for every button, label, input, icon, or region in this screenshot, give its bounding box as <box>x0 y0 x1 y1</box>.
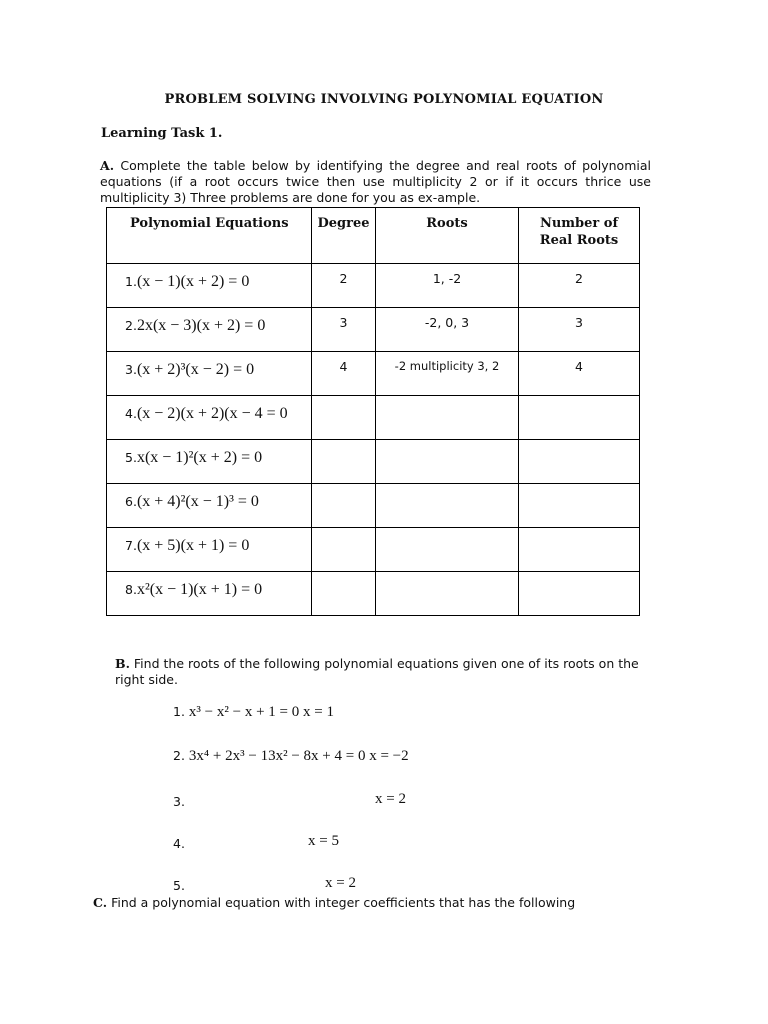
table-row <box>107 440 640 484</box>
degree-cell[interactable] <box>312 440 376 484</box>
real-roots-cell[interactable] <box>519 396 640 440</box>
table-row <box>107 264 640 308</box>
item-expression: x = 2 <box>375 791 406 807</box>
roots-cell: -2, 0, 3 <box>376 308 519 352</box>
real-roots-cell[interactable] <box>519 572 640 616</box>
roots-cell[interactable] <box>376 440 519 484</box>
row-number: 8. <box>125 582 137 597</box>
degree-cell[interactable] <box>312 572 376 616</box>
item-expression: x³ − x² − x + 1 = 0 x = 1 <box>188 704 334 720</box>
equation-cell <box>107 264 312 308</box>
section-b-text: Find the roots of the following polynomial equations given one of its roots on the right side. <box>115 656 639 687</box>
equation: (x − 1)(x + 2) = 0 <box>136 273 250 290</box>
table-row <box>107 352 640 396</box>
degree-cell[interactable] <box>312 396 376 440</box>
roots-cell[interactable] <box>376 484 519 528</box>
section-c-text: Find a polynomial equation with integer coefficients that has the following <box>111 895 576 910</box>
real-roots-cell[interactable] <box>519 528 640 572</box>
header-equations: Polynomial Equations <box>107 208 312 264</box>
row-number: 6. <box>125 494 137 509</box>
section-b-item <box>173 704 334 721</box>
equation-cell <box>107 440 312 484</box>
table-row <box>107 528 640 572</box>
item-number: 4. <box>173 836 185 851</box>
equation: (x + 2)³(x − 2) = 0 <box>136 361 255 378</box>
equation-cell <box>107 308 312 352</box>
equation-cell <box>107 352 312 396</box>
row-number: 7. <box>125 538 137 553</box>
table-header-row <box>107 208 640 264</box>
real-roots-cell: 3 <box>519 308 640 352</box>
roots-cell[interactable] <box>376 396 519 440</box>
equation: (x − 2)(x + 2)(x − 4 = 0 <box>136 405 288 422</box>
row-number: 1. <box>125 274 137 289</box>
header-real-roots-line2: Real Roots <box>539 233 619 248</box>
equation-cell <box>107 396 312 440</box>
degree-cell: 2 <box>312 264 376 308</box>
section-b-item <box>173 791 406 809</box>
section-a-label: A. <box>100 158 115 173</box>
polynomial-table <box>106 207 640 616</box>
item-expression: x = 5 <box>308 833 339 849</box>
section-b-item <box>173 748 409 765</box>
table-row <box>107 308 640 352</box>
header-degree: Degree <box>312 208 376 264</box>
section-b-instructions <box>115 656 651 688</box>
roots-cell: -2 multiplicity 3, 2 <box>376 352 519 396</box>
degree-cell: 3 <box>312 308 376 352</box>
row-number: 2. <box>125 318 137 333</box>
equation: x²(x − 1)(x + 1) = 0 <box>136 581 263 598</box>
real-roots-cell: 2 <box>519 264 640 308</box>
section-b-item <box>173 875 356 893</box>
section-a-instructions <box>100 158 651 206</box>
section-c-label: C. <box>93 895 108 910</box>
row-number: 3. <box>125 362 137 377</box>
section-a-text: Complete the table below by identifying the degree and real roots of polynomial equations (if a root occurs twice then use multiplicity 2 or if it occurs thrice use multiplicity 3) Three problems are done for you as ex-ample. <box>100 158 651 205</box>
item-number: 5. <box>173 878 185 893</box>
item-number: 3. <box>173 794 185 809</box>
page-title: PROBLEM SOLVING INVOLVING POLYNOMIAL EQUATION <box>164 92 604 107</box>
section-b-item <box>173 833 339 851</box>
degree-cell: 4 <box>312 352 376 396</box>
equation: (x + 4)²(x − 1)³ = 0 <box>136 493 259 510</box>
item-expression: 3x⁴ + 2x³ − 13x² − 8x + 4 = 0 x = −2 <box>188 748 409 764</box>
equation-cell <box>107 572 312 616</box>
header-roots: Roots <box>376 208 519 264</box>
table-row <box>107 396 640 440</box>
equation: 2x(x − 3)(x + 2) = 0 <box>136 317 266 334</box>
equation: x(x − 1)²(x + 2) = 0 <box>136 449 263 466</box>
real-roots-cell[interactable] <box>519 484 640 528</box>
row-number: 5. <box>125 450 137 465</box>
section-b-label: B. <box>115 656 130 671</box>
degree-cell[interactable] <box>312 528 376 572</box>
roots-cell[interactable] <box>376 528 519 572</box>
table-row <box>107 484 640 528</box>
equation: (x + 5)(x + 1) = 0 <box>136 537 250 554</box>
item-number: 2. <box>173 748 185 763</box>
equation-cell <box>107 484 312 528</box>
header-real-roots <box>519 208 640 264</box>
section-c-instructions <box>93 895 575 910</box>
header-real-roots-line1: Number of <box>539 216 619 231</box>
learning-task-heading: Learning Task 1. <box>101 126 223 141</box>
equation-cell <box>107 528 312 572</box>
row-number: 4. <box>125 406 137 421</box>
real-roots-cell: 4 <box>519 352 640 396</box>
item-number: 1. <box>173 704 185 719</box>
real-roots-cell[interactable] <box>519 440 640 484</box>
item-expression: x = 2 <box>325 875 356 891</box>
degree-cell[interactable] <box>312 484 376 528</box>
roots-cell: 1, -2 <box>376 264 519 308</box>
roots-cell[interactable] <box>376 572 519 616</box>
table-row <box>107 572 640 616</box>
